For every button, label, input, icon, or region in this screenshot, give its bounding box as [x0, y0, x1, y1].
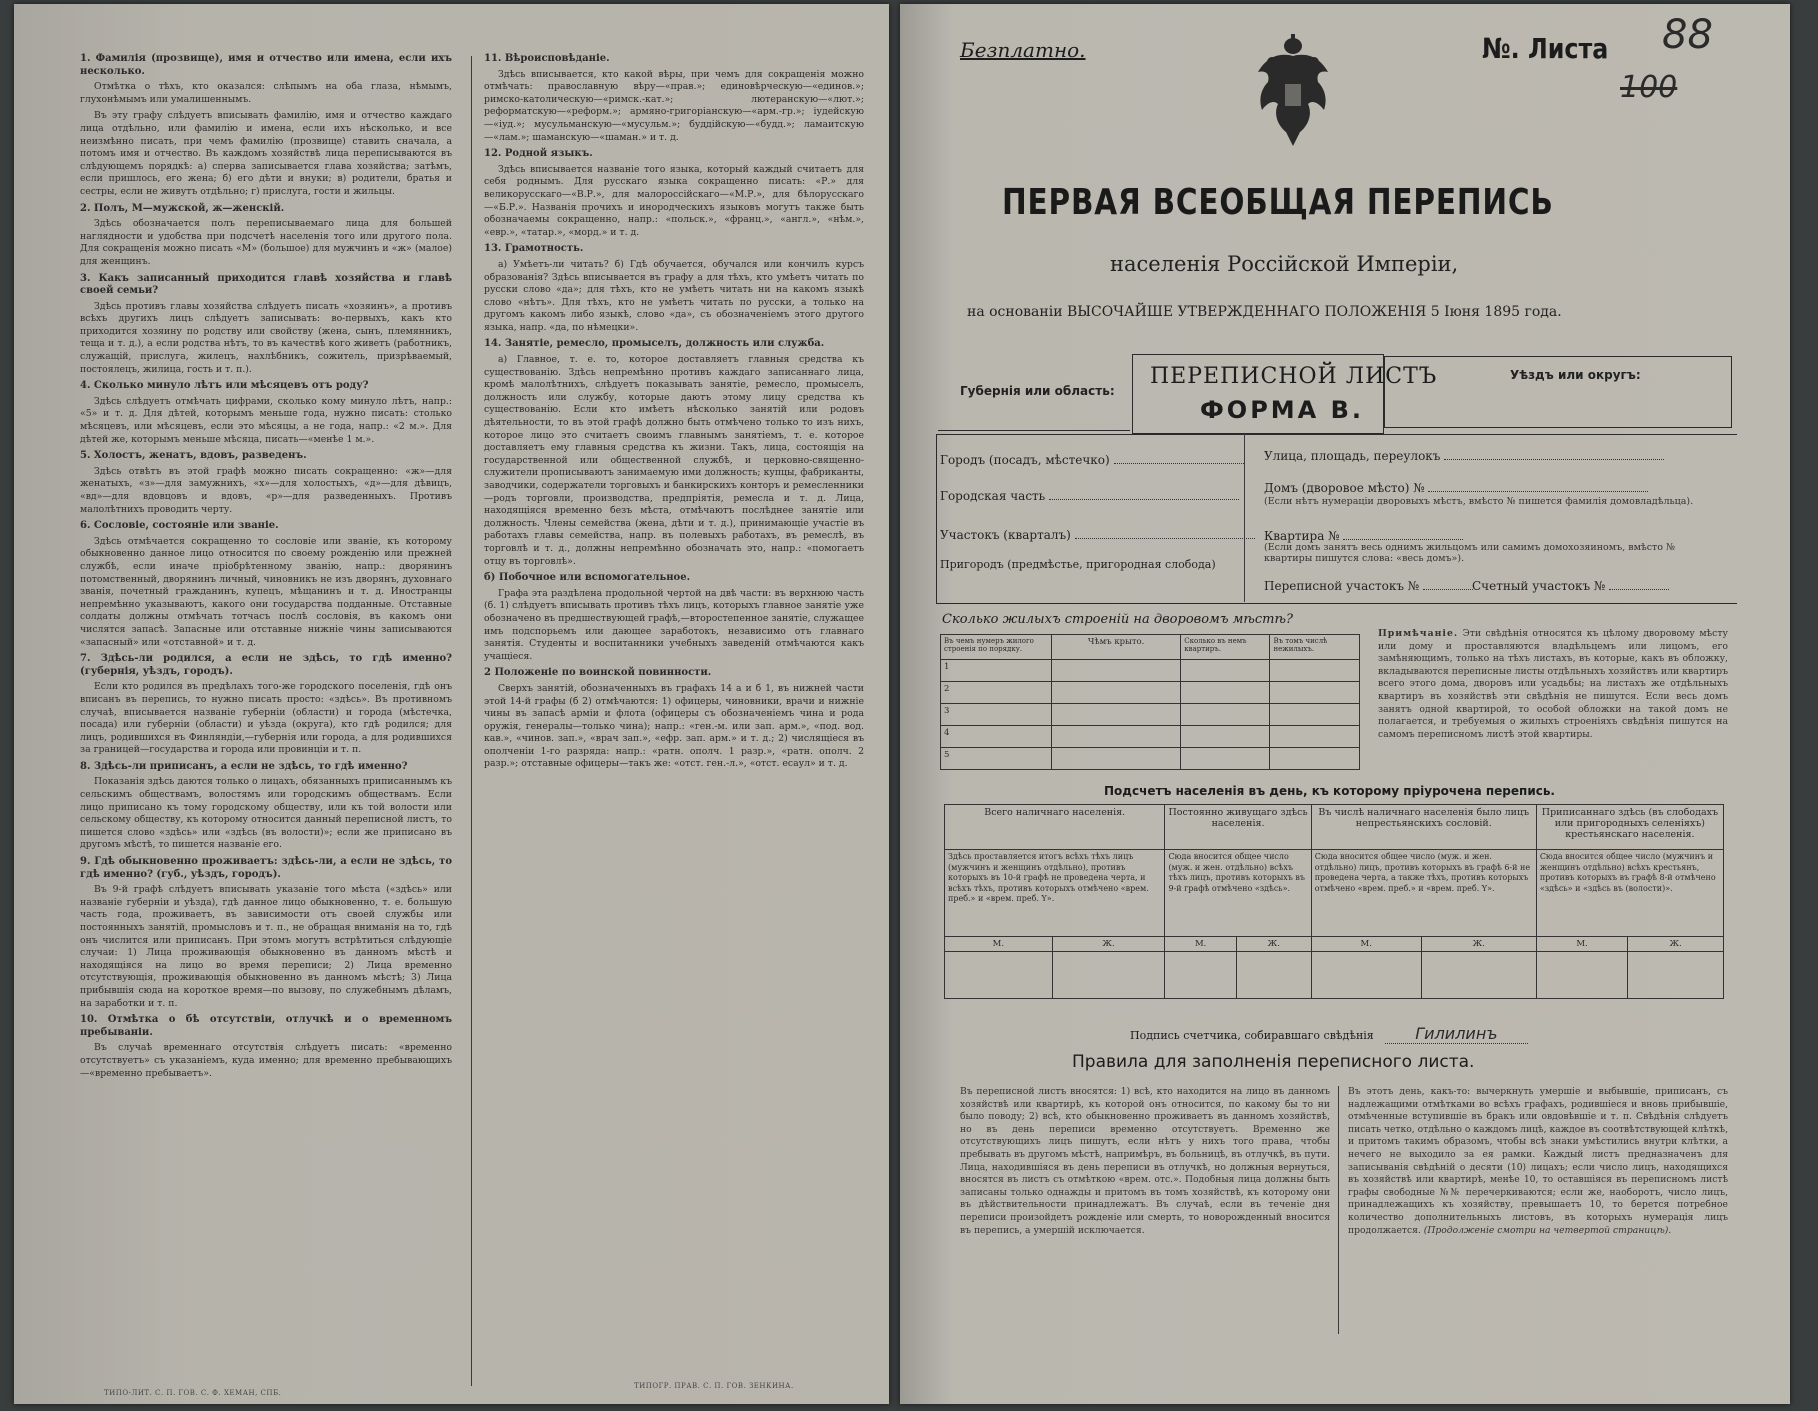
- rules-column-2: [1348, 1086, 1728, 1346]
- instruction-heading: 8. Здѣсь-ли приписанъ, а если не здѣсь, то гдѣ именно?: [80, 760, 408, 772]
- instruction-text: Показанія здѣсь даются только о лицахъ, обязанныхъ приписаннымъ къ сельскимъ обществамъ, волостямъ или городскимъ обществамъ. Если лицо приписано къ тому городскому обществу, или къ той волости или сельскому обществу, къ которому относится данный переписной листъ, то пишется слово «здѣсь» или «здѣсь (въ волости)»; если же приписано въ другомъ мѣстѣ, то пишется названіе его.: [80, 776, 452, 851]
- instruction-text: Графа эта раздѣлена продольной чертой на двѣ части: въ верхнюю часть (б. 1) слѣдуетъ вписывать противъ тѣхъ лицъ, которыхъ главное занятіе уже обозначено въ предшествующей графѣ,—второстепенное занятіе, служащее имъ подспорьемъ или дающее заработокъ, независимо отъ главнаго занятія. Студенты и воспитанники учебныхъ заведеній отмѣчаются какъ учащіеся.: [484, 587, 864, 662]
- form-title: ПЕРЕПИСНОЙ ЛИСТЪ: [1150, 364, 1438, 389]
- remark-label: Примѣчаніе.: [1378, 628, 1459, 639]
- rules-column-1: Въ переписной листъ вносятся: 1) всѣ, кто находится на лицо въ данномъ хозяйствѣ или квартирѣ, къ которой онъ относится, по какому бы то ни было поводу; 2) всѣ, кто обыкновенно проживаетъ въ данномъ хозяйствѣ, но въ день переписи временно отсутствуетъ. Временно же отсутствующихъ лицъ пишутъ, если нѣтъ у нихъ того права, чтобы пребывать въ другомъ мѣстѣ, напримѣръ, въ больницѣ, въ отлучкѣ, въ пути. Лица, находившіяся въ день переписи въ отлучкѣ, но должныя вернуться, вносятся въ листъ съ отмѣткою «врем. отс.». Подобныя лица должны быть записаны только однажды и притомъ въ томъ хозяйствѣ, къ которому они въ дѣйствительности принадлежатъ. Въ случаѣ, если въ теченіе дня переписи произойдетъ рожденіе или смерть, то новорожденный вносится въ перепись, а умершій исключается.: [960, 1086, 1330, 1236]
- instruction-heading: 1. Фамилія (прозвище), имя и отчество или имена, если ихъ несколько.: [80, 53, 452, 77]
- remark: [1378, 628, 1728, 741]
- buildings-row-3: 3: [941, 704, 1052, 726]
- form-letter: ФОРМА В.: [1200, 396, 1365, 424]
- instruction-text: Здѣсь вписывается, кто какой вѣры, при чемъ для сокращенія можно отмѣчать: православную вѣру—«прав.»; единовѣрческую—«единов.»; римско-католическую—«римск.-кат.»; лютеранскую—«лют.»; реформатскую—«реформ.»; армяно-григоріанскую—«арм.-гр.»; іудейскую—«іуд.»; мусульманскую—«мусульм.»; буддійскую—«будд.»; ламаитскую—«лам.»; шаманскую—«шаман.» и т. д.: [484, 68, 864, 143]
- column-divider: [471, 56, 472, 1386]
- instruction-text: Здѣсь отвѣтъ въ этой графѣ можно писать сокращенно: «ж»—для женатыхъ, «з»—для замужнихъ, «х»—для холостыхъ, «д»—для дѣвицъ, «вд»—для вдовцовъ и вдовъ, «р»—для разведенныхъ. Противъ малолѣтнихъ проводить черту.: [80, 465, 452, 515]
- instruction-heading: 9. Гдѣ обыкновенно проживаетъ: здѣсь-ли, а если не здѣсь, то гдѣ именно? (губ., уѣздъ, городъ).: [80, 856, 452, 880]
- population-count-table: [944, 804, 1724, 999]
- left-footer-print-note: ТИПО-ЛИТ. С. П. ГОВ. С. Ф. ХЕМАН, СПБ.: [104, 1389, 282, 1397]
- instruction-heading: б) Побочное или вспомогательное.: [484, 572, 691, 584]
- count-header-4: Приписаннаго здѣсь (въ слободахъ или пригородныхъ селеніяхъ) крестьянскаго населенія.: [1536, 805, 1723, 850]
- house-field[interactable]: [1264, 480, 1648, 495]
- city-field[interactable]: [940, 452, 1244, 467]
- buildings-question: Сколько жилыхъ строеній на дворовомъ мѣстѣ?: [942, 612, 1293, 627]
- count-female-1: Ж.: [1052, 937, 1165, 952]
- count-plot-field[interactable]: [1472, 578, 1669, 593]
- instruction-heading: 7. Здѣсь-ли родился, а если не здѣсь, то гдѣ именно? (губернія, уѣздъ, городъ).: [80, 653, 452, 677]
- count-male-4: М.: [1536, 937, 1627, 952]
- instruction-text: Здѣсь слѣдуетъ отмѣчать цифрами, сколько кому минуло лѣтъ, напр.: «5» и т. д. Для дѣтей, которымъ меньше года, нужно писать: столько мѣсяцевъ, или мѣсяцевъ, если это мѣсяцы, а не года, напр.: «2 м.». Для дѣтей же, которымъ меньше мѣсяца, писать—«менѣе 1 м.».: [80, 395, 452, 445]
- city-part-field[interactable]: [940, 488, 1239, 503]
- instructions-column-1: [80, 49, 452, 1369]
- rules-column-2-text: Въ этотъ день, какъ-то: вычеркнуть умершіе и выбывшіе, приписанъ, съ надлежащими отмѣтками во всѣхъ графахъ, родившіеся и вновь прибывшіе, отмѣченные вступившіе въ бракъ или овдовѣвшіе и т. п. Свѣдѣнія слѣдуетъ писать четко, отдѣльно о каждомъ лицѣ, каждое въ соотвѣтствующей клѣткѣ, и притомъ такимъ образомъ, чтобы всѣ знаки умѣстились внутри клѣтки, а нечего не выходило за ея рамки. Каждый листъ предназначенъ для записыванія свѣдѣній о десяти (10) лицахъ; если число лицъ, находящихся въ хозяйствѣ или квартирѣ, менѣе 10, то оставшіяся въ переписномъ листѣ графы свободные №№ перечеркиваются; если же, наоборотъ, число лицъ, принадлежащихъ къ хозяйству, превышаетъ 10, то берется потребное количество дополнительныхъ листовъ, въ которыхъ нумерація лицъ продолжается.: [1348, 1086, 1728, 1236]
- sheet-number-handwritten: 88: [1662, 12, 1713, 58]
- instruction-text: Въ эту графу слѣдуетъ вписывать фамилію, имя и отчество каждаго лица отдѣльно, или фамилію и имена, если ихъ нѣсколько, и все неизмѣнно писать, при чемъ фамилію (прозвище) ставить сначала, а потомъ имя и отчество. Въ каждомъ хозяйствѣ лица переписываются въ слѣдующемъ порядкѣ: а) сперва записывается глава хозяйства; затѣмъ, если пришлось, его жена; б) его дѣти и внуки; в) родители, братья и сестры, если не живутъ отдѣльно; г) прислуга, гости и жильцы.: [80, 110, 452, 197]
- district-label: Уѣздъ или округъ:: [1510, 368, 1641, 382]
- sheet-number-label: №. Листа: [1482, 32, 1609, 65]
- signature-line: [1130, 1024, 1520, 1043]
- buildings-header-1: Въ чемъ нумеръ жилого строенія по порядку.: [941, 635, 1052, 660]
- census-subtitle: населенія Россійской Имперіи,: [1110, 252, 1459, 276]
- instruction-heading: 11. Вѣроисповѣданіе.: [484, 53, 610, 64]
- instruction-text: Здѣсь отмѣчается сокращенно то сословіе или званіе, къ которому обыкновенно данное лицо относится по своему рожденію или прежней службѣ, если иначе пріобрѣтенному званію, напр.: дворянинъ потомственный, дворянинъ личный, чиновникъ не изъ дворянъ, духовнаго званія, почетный гражданинъ, купецъ, мѣщанинъ и т. д. Иностранцы непремѣнно указываютъ, какого они государства подданные. Отставные солдаты должны отмѣчать тотчасъ послѣ сословія, въ какомъ они числятся запасѣ. Запасные или отставные нижніе чины записываются «запасный» или «отставной» и т. д.: [80, 535, 452, 648]
- flat-field[interactable]: [1264, 528, 1463, 543]
- province-label: Губернія или область:: [960, 384, 1115, 398]
- count-text-2: Сюда вносится общее число (муж. и жен. отдѣльно) всѣхъ тѣхъ лицъ, противъ которыхъ въ 9-й графѣ отмѣчено «здѣсь».: [1165, 850, 1311, 937]
- rules-divider: [1338, 1086, 1339, 1334]
- suburb-label: Пригородъ (предмѣстье, пригородная слобода): [940, 558, 1216, 571]
- count-plot-label: Счетный участокъ №: [1472, 579, 1606, 593]
- signature-label: Подпись счетчика, собиравшаго свѣдѣнія: [1130, 1029, 1374, 1042]
- instruction-text: Сверхъ занятій, обозначенныхъ въ графахъ 14 а и б 1, въ нижней части этой 14-й графы (б 2) отмѣчаются: 1) офицеры, чиновники, врачи и нижніе чины въ запасѣ арміи и флота (офицеры съ обозначеніемъ чина и рода оружія, генералы—только чина); напр.: «ген.-м. или зап. арм.», «под. вод. кав.», «чинов. зап.», «врач зап.», «ефр. зап. арм.» и т. д.; 2) числящіеся въ ополченіи 1-го разряда: напр.: «ратн. ополч. 1 разр.», «ратн. ополч. 2 разр.»; отставные офицеры—такъ же: «отст. ген.-л.», «отст. есаул» и т. д.: [484, 682, 864, 770]
- instruction-heading: 2. Полъ, М—мужской, ж—женскій.: [80, 202, 285, 214]
- flat-label: Квартира №: [1264, 529, 1340, 543]
- instruction-heading: 4. Сколько минуло лѣтъ или мѣсяцевъ отъ роду?: [80, 380, 369, 392]
- address-divider: [1244, 434, 1245, 602]
- street-label: Улица, площадь, переулокъ: [1264, 449, 1441, 463]
- district-box: [1384, 356, 1732, 428]
- instruction-heading: 12. Родной языкъ.: [484, 148, 593, 160]
- instruction-heading: 13. Грамотность.: [484, 243, 584, 255]
- count-header-1: Всего наличнаго населенія.: [945, 805, 1165, 850]
- instructions-column-2: [484, 49, 864, 1369]
- remark-text: Эти свѣдѣнія относятся къ цѣлому дворовому мѣсту или дому и проставляются владѣльцемъ или лицомъ, его замѣняющимъ, только на тѣхъ листахъ, въ которые, какъ въ обложку, вкладываются переписные листы отдѣльныхъ хозяйствъ или квартиръ всего этого дома, дворовъ или усадьбы; на листахъ же отдѣльныхъ квартиръ въ хозяйствѣ эти свѣдѣнія не пишутся. Если весь домъ занятъ одной квартирой, то особой обложки на такой домъ не полагается, и требуемыя о жилыхъ строеніяхъ свѣдѣнія пишутся на самомъ переписномъ листѣ этой квартиры.: [1378, 628, 1728, 740]
- count-header-3: Въ числѣ наличнаго населенія было лицъ непрестьянскихъ сословій.: [1311, 805, 1536, 850]
- signature-handwritten: Гилилинъ: [1385, 1024, 1527, 1044]
- count-title: Подсчетъ населенія въ день, къ которому пріурочена перепись.: [1104, 784, 1555, 798]
- instruction-heading: 6. Сословіе, состояніе или званіе.: [80, 520, 279, 532]
- count-female-3: Ж.: [1421, 937, 1536, 952]
- instruction-heading: 14. Занятіе, ремесло, промыселъ, должность или служба.: [484, 338, 825, 350]
- province-box: [938, 366, 1130, 431]
- count-text-3: Сюда вносится общее число (муж. и жен. отдѣльно) лицъ, противъ которыхъ въ графѣ 6-й не проведена черта, а также тѣхъ, противъ которыхъ отмѣчено «врем. преб.» и «врем. преб. Y».: [1311, 850, 1536, 937]
- instruction-text: Здѣсь обозначается полъ переписываемаго лица для большей наглядности и удобства при подсчетѣ населенія того или другого пола. Для сокращенія можно писать «М» (большое) для мужчинъ и «ж» (малое) для женщинъ.: [80, 218, 452, 267]
- city-part-label: Городская часть: [940, 489, 1046, 503]
- count-female-2: Ж.: [1236, 937, 1311, 952]
- buildings-table: [940, 634, 1360, 770]
- census-plot-label: Переписной участокъ №: [1264, 579, 1420, 593]
- instruction-text: а) Умѣетъ-ли читать? б) Гдѣ обучается, обучался или кончилъ курсъ образованія? Здѣсь вписывается въ графу а для тѣхъ, кто умѣетъ читать по русски слово «да»; для тѣхъ, кто не умѣетъ читать ни на какомъ языкѣ слово «нѣтъ». Для тѣхъ, кто не умѣетъ читать по русски, а только на другомъ какомъ либо языкѣ, слово «да», съ обозначеніемъ этого другого языка, напр. «да, по нѣмецки».: [484, 258, 864, 333]
- house-label: Домъ (дворовое мѣсто) №: [1264, 481, 1425, 495]
- count-header-2: Постоянно живущаго здѣсь населенія.: [1165, 805, 1311, 850]
- count-male-1: М.: [945, 937, 1053, 952]
- buildings-header-3: Сколько въ немъ квартиръ.: [1181, 635, 1270, 660]
- count-text-4: Сюда вносится общее число (мужчинъ и женщинъ отдѣльно) всѣхъ крестьянъ, противъ которыхъ въ графѣ 8-й отмѣчено «здѣсь» и «здѣсь въ (волости)».: [1536, 850, 1723, 937]
- rules-title: Правила для заполненія переписного листа.: [1072, 1052, 1475, 1072]
- buildings-header-4: Въ томъ числѣ нежилыхъ.: [1270, 635, 1360, 660]
- instruction-heading: 2 Положеніе по воинской повинности.: [484, 667, 712, 679]
- buildings-row-1: 1: [941, 660, 1052, 682]
- instruction-text: Здѣсь противъ главы хозяйства слѣдуетъ писать «хозяинъ», а противъ всѣхъ другихъ лицъ слѣдуетъ записывать: во-первыхъ, какъ кто приходится хозяину по родству или свойству (жена, сынъ, племянникъ, теща и т. д.), а если родства нѣтъ, то въ качествѣ кого живетъ (работникъ, служащій, прислуга, жилецъ, нахлѣбникъ, сожитель, призрѣваемый, постоялецъ, жилица, гость и т. п.).: [80, 300, 452, 375]
- double-headed-eagle-emblem: [1248, 32, 1338, 152]
- buildings-row-2: 2: [941, 682, 1052, 704]
- right-footer-print-note: ТИПОГР. ПРАВ. С. П. ГОВ. ЗЕНКИНА.: [634, 1382, 794, 1390]
- count-male-2: М.: [1165, 937, 1236, 952]
- count-text-1: Здѣсь проставляется итогъ всѣхъ тѣхъ лицъ (мужчинъ и женщинъ отдѣльно), противъ которыхъ въ 10-й графѣ не проведена черта, и всѣхъ тѣхъ, противъ которыхъ отмѣчено «врем. преб.» и «врем. преб. Y».: [945, 850, 1165, 937]
- flat-note: (Если домъ занятъ весь однимъ жильцомъ или самимъ домохозяиномъ, вмѣсто № квартиры пишутся слова: «весь домъ»).: [1264, 542, 1676, 564]
- right-page: [900, 4, 1790, 1404]
- instruction-text: Отмѣтка о тѣхъ, кто оказался: слѣпымъ на оба глаза, нѣмымъ, глухонѣмымъ или умалишеннымъ.: [80, 81, 452, 105]
- instruction-heading: 3. Какъ записанный приходится главѣ хозяйства и главѣ своей семьи?: [80, 272, 452, 297]
- instruction-text: а) Главное, т. е. то, которое доставляетъ главныя средства къ существованію. Здѣсь непремѣнно противъ каждаго записаннаго лица, кромѣ малолѣтнихъ, слѣдуетъ показывать занятіе, ремесло, промыселъ, должность или службу, которые даютъ этому лицу средства къ существованію. Если кто имѣетъ нѣсколько занятій или родовъ дѣятельности, то въ этой графѣ должно быть отмѣчено только то изъ нихъ, которое лицо это считаетъ своимъ главнымъ занятіемъ, т. е. которое доставляетъ ему главныя средства къ жизни. Такъ, лица, состоящія на государственной или общественной службѣ, и церковно-священно-служители прописываютъ занимаемую ими должность; купцы, фабриканты, заводчики, содержатели торговыхъ и банкирскихъ конторъ и ремесленники—родъ торговли, производства, предпріятія, ремесла и т. д. Лица, находящіяся временно безъ мѣста, отмѣчаютъ послѣднее занятіе или должность. Члены семейства (жена, дѣти и т. д.), принимающіе участіе въ работахъ главы семейства, напр. въ полевыхъ работахъ, въ ремеслѣ, въ торговлѣ и т. д., должны непремѣнно обозначать это, напр.: «помогаетъ отцу въ торговлѣ».: [484, 354, 864, 567]
- census-title: ПЕРВАЯ ВСЕОБЩАЯ ПЕРЕПИСЬ: [1002, 182, 1554, 223]
- instruction-text: Если кто родился въ предѣлахъ того-же городского поселенія, гдѣ онъ вписанъ въ перепись, то нужно писать просто: «здѣсь». Въ противномъ случаѣ, вписывается названіе губерніи (области) и города (мѣстечка, посада) или губерніи (области) и уѣзда (округа), кто гдѣ родился; для лицъ, родившихся въ Финляндіи,—губернія или города, а для родившихся за границей—государства и города или провинціи и т. п.: [80, 681, 452, 756]
- rules-continue-note: (Продолженіе смотри на четвертой страницѣ).: [1423, 1224, 1672, 1236]
- instruction-text: Въ 9-й графѣ слѣдуетъ вписывать указаніе того мѣста («здѣсь» или названіе губерніи и уѣзда), гдѣ данное лицо обыкновенно, т. е. большую часть года, проживаетъ, въ зависимости отъ своей службы или постоянныхъ занятій, промысловъ и т. п., не обращая вниманія на то, гдѣ онъ числится или приписанъ. При этомъ могутъ встрѣтиться слѣдующіе случаи: 1) Лица проживающія обыкновенно въ данномъ мѣстѣ и находящіяся на лицо во время переписи; 2) Лица временно отсутствующія, проживающія обыкновенно въ данномъ мѣстѣ; 3) Лица прибывшія сюда на короткое время—по вызову, по служебнымъ дѣламъ, на заработки и т. п.: [80, 884, 452, 1009]
- sheet-number-handwritten-alt: 100: [1620, 70, 1678, 105]
- census-plot-field[interactable]: [1264, 578, 1473, 593]
- instruction-text: Здѣсь вписывается названіе того языка, который каждый считаетъ для себя роднымъ. Для русскаго языка сокращенно писать: «Р.» для великорусскаго—«В.Р.», для малороссійскаго—«М.Р.», для бѣлорусскаго—«Б.Р.». Названія прочихъ и инородческихъ языковъ могутъ также быть обозначаемы сокращенно, напр.: «польск.», «франц.», «англ.», «нѣм.», «евр.», «татар.», «морд.» и т. д.: [484, 163, 864, 238]
- left-page: [14, 4, 889, 1404]
- buildings-row-5: 5: [941, 748, 1052, 770]
- buildings-row-4: 4: [941, 726, 1052, 748]
- quarter-field[interactable]: [940, 527, 1255, 542]
- buildings-header-2: Чѣмъ крыто.: [1052, 635, 1181, 660]
- legal-basis: на основаніи ВЫСОЧАЙШЕ УТВЕРЖДЕННАГО ПОЛОЖЕНІЯ 5 Іюня 1895 года.: [967, 304, 1562, 320]
- house-note: (Если нѣтъ нумераціи дворовыхъ мѣстъ, вмѣсто № пишется фамилія домовладѣльца).: [1264, 496, 1694, 507]
- count-male-3: М.: [1311, 937, 1421, 952]
- instruction-heading: 10. Отмѣтка о бѣ отсутствіи, отлучкѣ и о временномъ пребываніи.: [80, 1014, 452, 1038]
- count-female-4: Ж.: [1628, 937, 1724, 952]
- free-label: Безплатно.: [960, 38, 1086, 62]
- city-label: Городъ (посадъ, мѣстечко): [940, 453, 1110, 467]
- suburb-field[interactable]: [940, 558, 1216, 571]
- instruction-text: Въ случаѣ временнаго отсутствія слѣдуетъ писать: «временно отсутствуетъ» съ указаніемъ, куда именно; для временно пребывающихъ—«временно пребываетъ».: [80, 1042, 452, 1079]
- street-field[interactable]: [1264, 448, 1664, 463]
- quarter-label: Участокъ (кварталъ): [940, 528, 1071, 542]
- instruction-heading: 5. Холостъ, женатъ, вдовъ, разведенъ.: [80, 450, 307, 462]
